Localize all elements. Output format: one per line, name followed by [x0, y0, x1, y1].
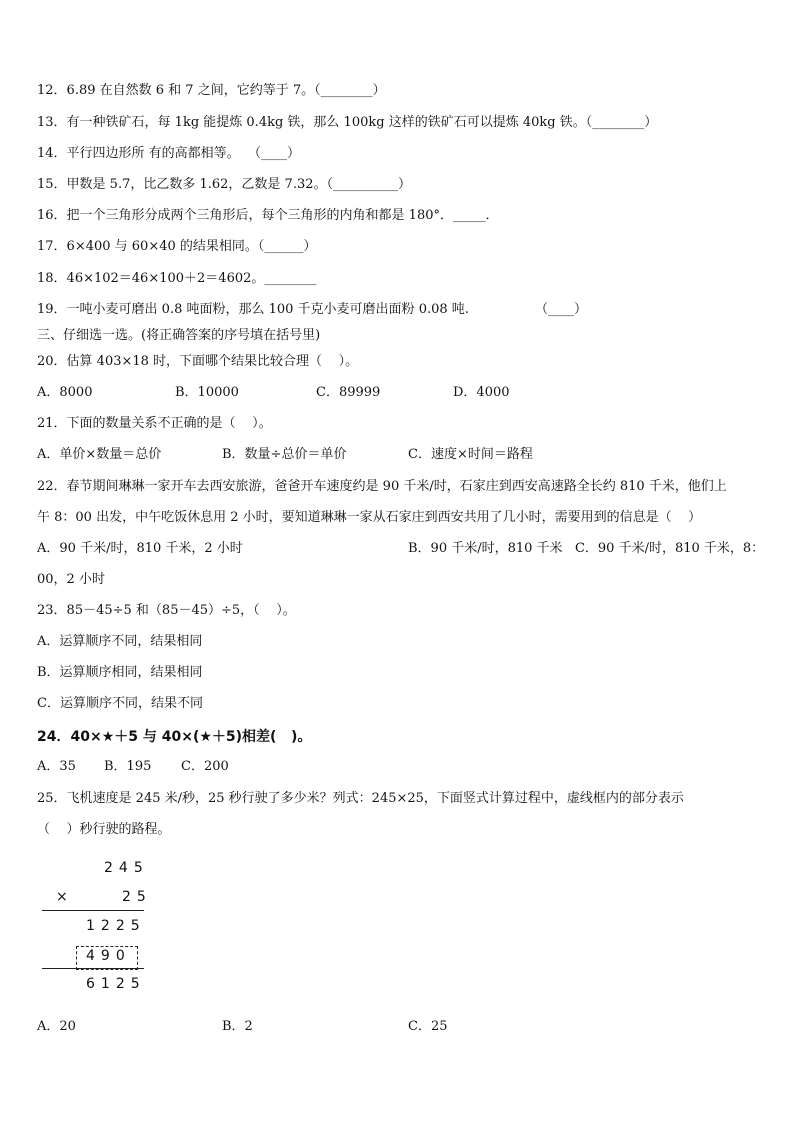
calc-partial-product-1: 1225	[86, 918, 146, 934]
q20-option-d: D．4000	[453, 385, 510, 400]
q21-option-a: A．单价×数量＝总价	[37, 447, 162, 462]
question-22-line-1: 22．春节期间琳琳一家开车去西安旅游，爸爸开车速度约是 90 千米/时，石家庄到西安高速路全长约 810 千米，他们上	[37, 479, 727, 494]
question-16: 16．把一个三角形分成两个三角形后，每个三角形的内角和都是 180°．_____．	[37, 208, 499, 223]
q21-option-b: B．数量÷总价＝单价	[222, 447, 347, 462]
calc-product: 6125	[86, 976, 146, 992]
calc-rule-1	[42, 910, 144, 911]
question-17: 17．6×400 与 60×40 的结果相同。（______）	[37, 239, 317, 254]
q25-option-c: C．25	[408, 1019, 448, 1034]
q24-option-c: C．200	[181, 759, 229, 774]
question-22-line-2: 午 8：00 出发，中午吃饭休息用 2 小时，要知道琳琳一家从石家庄到西安共用了几小时，需要用到的信息是（ ）	[37, 510, 702, 525]
calc-multiplicand: 245	[104, 860, 149, 876]
q23-option-a: A．运算顺序不同，结果相同	[37, 634, 203, 649]
question-19: 19．一吨小麦可磨出 0.8 吨面粉，那么 100 千克小麦可磨出面粉 0.08 吨. （____）	[37, 302, 588, 317]
q23-option-c: C．运算顺序不同，结果不同	[37, 696, 203, 711]
q24-option-b: B．195	[104, 759, 152, 774]
vertical-multiplication	[40, 852, 160, 1012]
q22-option-a: A．90 千米/时，810 千米，2 小时	[37, 541, 243, 556]
multiply-sign: ×	[56, 889, 68, 905]
calc-multiplier: 25	[122, 889, 152, 905]
q24-option-a: A．35	[37, 759, 76, 774]
q25-option-b: B．2	[222, 1019, 253, 1034]
calc-rule-2	[42, 968, 144, 969]
question-18: 18．46×102＝46×100＋2＝4602。________	[37, 271, 317, 286]
question-25-line-1: 25．飞机速度是 245 米/秒，25 秒行驶了多少米？列式：245×25，下面竖式计算过程中，虚线框内的部分表示	[37, 791, 684, 806]
question-13: 13．有一种铁矿石，每 1kg 能提炼 0.4kg 铁，那么 100kg 这样的铁矿石可以提炼 40kg 铁。（________）	[37, 115, 658, 130]
calc-partial-product-2: 490	[86, 948, 131, 964]
q20-option-b: B．10000	[175, 385, 239, 400]
question-14: 14．平行四边形所 有的高都相等。 （____）	[37, 146, 300, 161]
q23-option-b: B．运算顺序相同，结果相同	[37, 665, 203, 680]
q22-option-bc: B．90 千米/时，810 千米 C．90 千米/时，810 千米，8：	[408, 541, 765, 556]
q20-option-c: C．89999	[316, 385, 381, 400]
q20-option-a: A．8000	[37, 385, 93, 400]
question-23: 23．85－45÷5 和（85－45）÷5，（ ）。	[37, 603, 296, 618]
question-12: 12．6.89 在自然数 6 和 7 之间，它约等于 7。（________）	[37, 83, 386, 98]
question-24: 24．40×★＋5 与 40×(★＋5)相差( )。	[37, 729, 312, 745]
q21-option-c: C．速度×时间＝路程	[408, 447, 533, 462]
question-20: 20．估算 403×18 时，下面哪个结果比较合理（ ）。	[37, 354, 359, 369]
q22-option-c-continued: 00，2 小时	[37, 572, 105, 587]
question-21: 21．下面的数量关系不正确的是（ ）。	[37, 416, 272, 431]
question-25-line-2: （ ）秒行驶的路程。	[37, 822, 171, 837]
question-15: 15．甲数是 5.7，比乙数多 1.62，乙数是 7.32。（__________）	[37, 177, 412, 192]
section-heading-3: 三、仔细选一选。(将正确答案的序号填在括号里)	[37, 328, 321, 343]
q25-option-a: A．20	[37, 1019, 76, 1034]
